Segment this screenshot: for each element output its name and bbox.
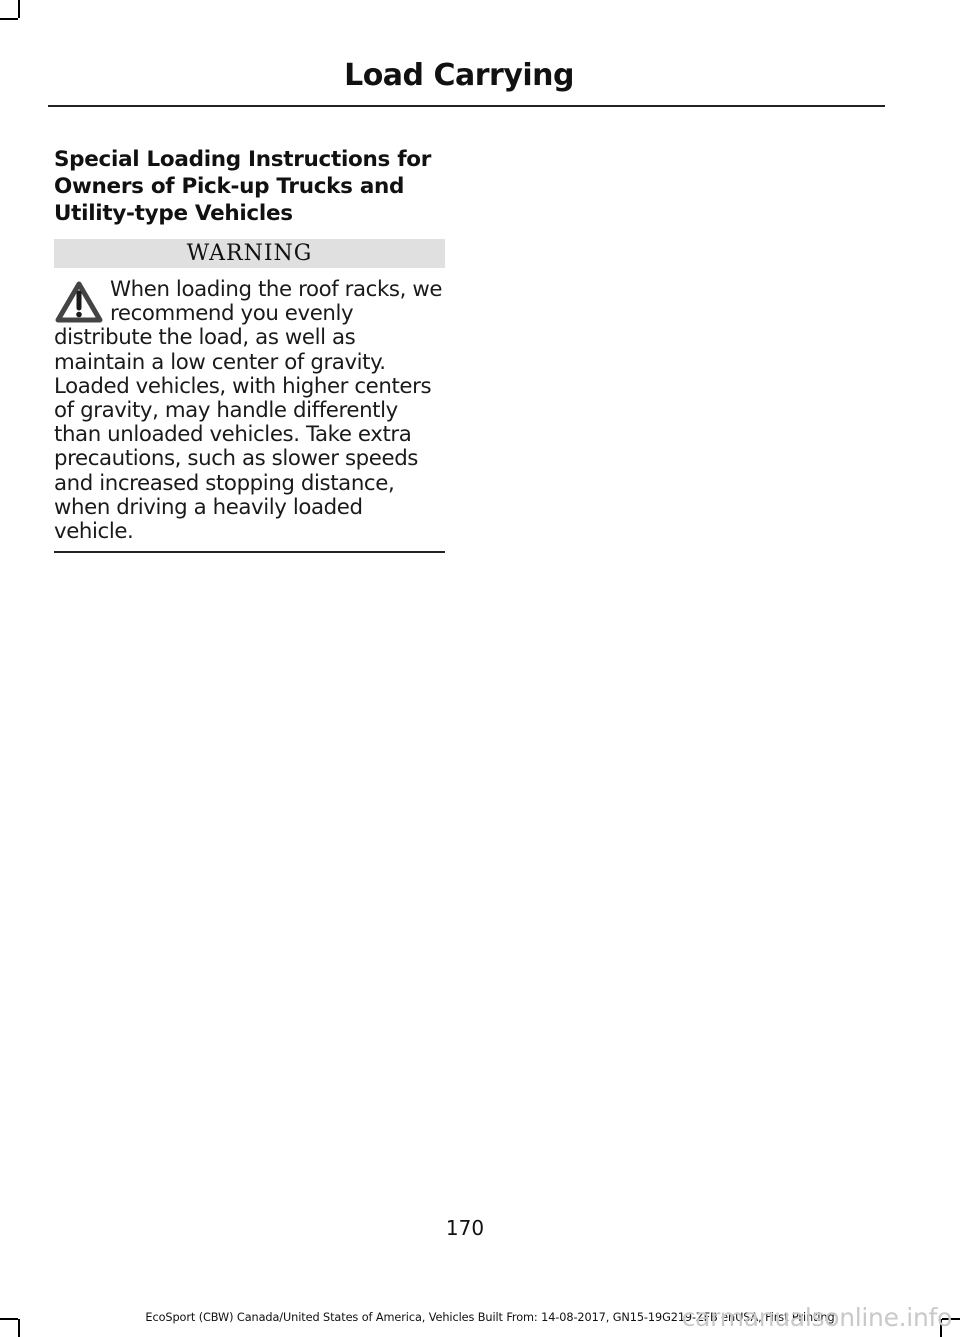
warning-banner: WARNING <box>54 239 445 268</box>
section-heading: Special Loading Instructions for Owners of Pick-up Trucks and Utility-type Vehicles <box>54 147 432 226</box>
warning-triangle-icon <box>54 280 104 324</box>
warning-block <box>54 278 445 544</box>
chapter-title: Load Carrying <box>344 58 574 93</box>
crop-mark-top-left-vertical <box>18 0 20 18</box>
warning-divider <box>54 551 445 553</box>
document-info: EcoSport (CBW) Canada/United States of America, Vehicles Built From: 14-08-2017, GN15-19G219-ZFB enUSA, First Printing <box>145 1311 835 1324</box>
watermark: carmanualsonline.info <box>681 1303 952 1332</box>
header-divider <box>48 105 885 107</box>
crop-mark-top-left-horizontal <box>0 18 18 20</box>
page-number: 170 <box>445 1216 485 1240</box>
warning-text: When loading the roof racks, we recommend you evenly distribute the load, as well as maintain a low center of gravity. Loaded vehicles, with higher centers of gravity, may handle differently than unloaded vehicles. Take extra precautions, such as slower speeds and increased stopping distance, when driving a heavily loaded vehicle. <box>54 277 443 545</box>
